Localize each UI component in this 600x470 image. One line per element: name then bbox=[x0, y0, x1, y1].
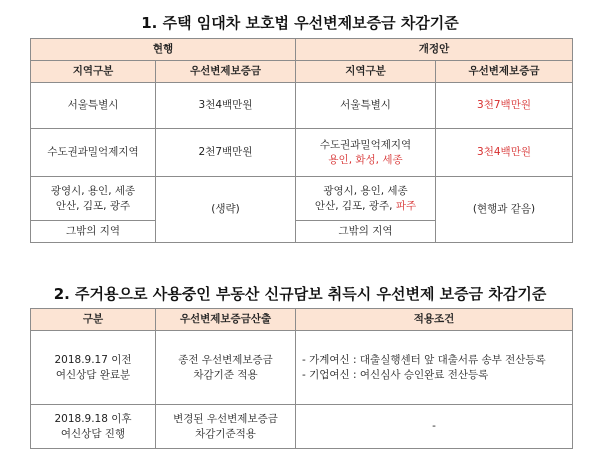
condition-line: - 가계여신 : 대출실행센터 앞 대출서류 송부 전산등록 bbox=[302, 353, 546, 366]
region-cell bbox=[31, 177, 156, 221]
revised-deposit-cell: 3천7백만원 bbox=[436, 83, 573, 129]
table-row bbox=[31, 177, 573, 221]
category-line: 여신상담 완료분 bbox=[55, 368, 131, 381]
table-row bbox=[31, 405, 573, 449]
condition-header: 적용조건 bbox=[296, 309, 573, 331]
category-line: 여신상담 진행 bbox=[60, 427, 126, 440]
region-cell: 그밖의 지역 bbox=[296, 221, 436, 243]
category-header: 구분 bbox=[31, 309, 156, 331]
new-collateral-criteria-table bbox=[30, 308, 573, 449]
calc-line: 변경된 우선변제보증금 bbox=[173, 412, 278, 425]
table-row bbox=[31, 331, 573, 405]
section1-title: 1. 주택 임대차 보호법 우선변제보증금 차감기준 bbox=[141, 14, 459, 32]
table-row bbox=[31, 129, 573, 177]
category-cell bbox=[31, 405, 156, 449]
deposit-cell: 2천7백만원 bbox=[156, 129, 296, 177]
added-region-text: 파주 bbox=[395, 199, 417, 212]
deposit-cell: (생략) bbox=[156, 177, 296, 243]
category-line: 2018.9.18 이후 bbox=[54, 412, 132, 425]
condition-cell bbox=[296, 331, 573, 405]
region-cell: 그밖의 지역 bbox=[31, 221, 156, 243]
calc-cell bbox=[156, 331, 296, 405]
condition-line: - 기업여신 : 여신심사 승인완료 전산등록 bbox=[302, 368, 489, 381]
calc-cell bbox=[156, 405, 296, 449]
region-line: 광영시, 용인, 세종 bbox=[323, 184, 408, 197]
calc-line: 차감기준적용 bbox=[195, 427, 256, 440]
condition-cell: - bbox=[296, 405, 573, 449]
current-region-header: 지역구분 bbox=[31, 61, 156, 83]
region-cell bbox=[296, 129, 436, 177]
section2-title: 2. 주거용으로 사용중인 부동산 신규담보 취득시 우선변제 보증금 차감기준 bbox=[53, 285, 547, 303]
region-line bbox=[298, 199, 433, 214]
region-cell: 서울특별시 bbox=[296, 83, 436, 129]
category-cell bbox=[31, 331, 156, 405]
current-header: 현행 bbox=[31, 39, 296, 61]
revised-region-header: 지역구분 bbox=[296, 61, 436, 83]
region-cell bbox=[296, 177, 436, 221]
calc-line: 종전 우선변제보증금 bbox=[178, 353, 273, 366]
deposit-cell: 3천4백만원 bbox=[156, 83, 296, 129]
deposit-criteria-table bbox=[30, 38, 573, 243]
region-cell: 수도권과밀억제지역 bbox=[31, 129, 156, 177]
revised-header: 개정안 bbox=[296, 39, 573, 61]
added-region-line: 용인, 화성, 세종 bbox=[328, 153, 403, 166]
revised-deposit-cell: 3천4백만원 bbox=[436, 129, 573, 177]
calc-line: 차감기준 적용 bbox=[193, 368, 258, 381]
region-text: 안산, 김포, 광주, bbox=[314, 199, 396, 212]
region-line: 안산, 김포, 광주 bbox=[55, 199, 131, 212]
calc-header: 우선변제보증금산출 bbox=[156, 309, 296, 331]
region-line: 수도권과밀억제지역 bbox=[319, 138, 412, 151]
table-row bbox=[31, 83, 573, 129]
region-line: 광영시, 용인, 세종 bbox=[50, 184, 136, 197]
current-deposit-header: 우선변제보증금 bbox=[156, 61, 296, 83]
category-line: 2018.9.17 이전 bbox=[54, 353, 132, 366]
revised-deposit-header: 우선변제보증금 bbox=[436, 61, 573, 83]
region-cell: 서울특별시 bbox=[31, 83, 156, 129]
revised-deposit-cell: (현행과 같음) bbox=[436, 177, 573, 243]
